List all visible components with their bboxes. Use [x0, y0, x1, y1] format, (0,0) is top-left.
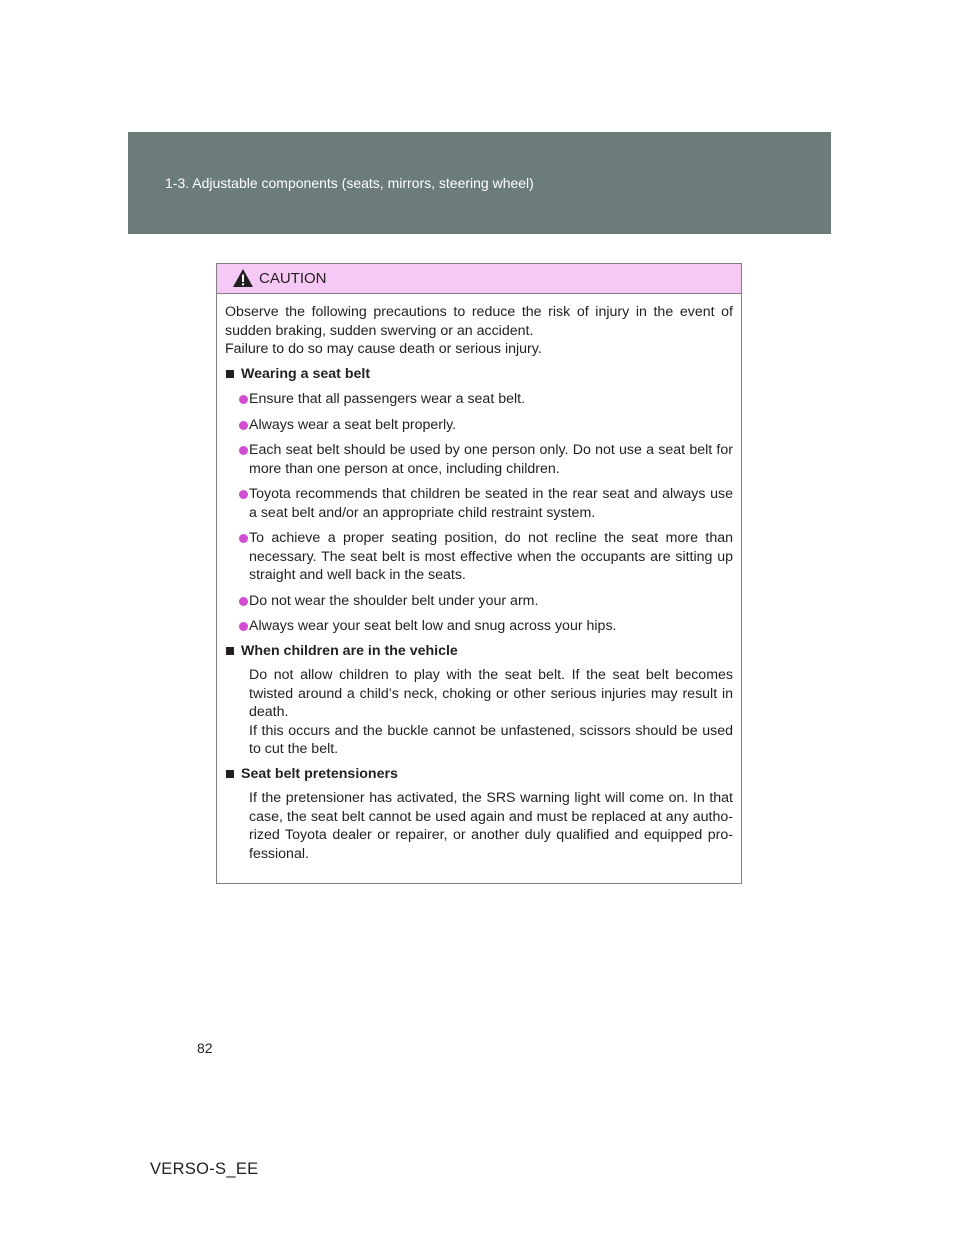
caution-box: [216, 263, 742, 884]
list-item: Toyota recommends that children be seated in the rear seat and always use a seat belt and/or an appropriate child restraint system.: [225, 485, 733, 522]
caution-header: [217, 264, 741, 294]
round-bullet-icon: [239, 622, 248, 631]
round-bullet-icon: [239, 446, 248, 455]
page-number: 82: [197, 1040, 213, 1056]
section-heading-children: When children are in the vehicle: [225, 642, 733, 661]
intro-text: Observe the following precautions to reduce the risk of injury in the event of sudden braking, sudden swerving or an accident.: [225, 304, 733, 339]
list-item: Each seat belt should be used by one person only. Do not use a seat belt for more than one person at once, including children.: [225, 441, 733, 478]
round-bullet-icon: [239, 395, 248, 404]
caution-label: CAUTION: [259, 270, 327, 287]
list-item: Always wear your seat belt low and snug across your hips.: [225, 617, 733, 636]
document-code: VERSO-S_EE: [150, 1160, 259, 1178]
list-item: Do not wear the shoulder belt under your arm.: [225, 592, 733, 611]
list-item: Ensure that all passengers wear a seat belt.: [225, 390, 733, 409]
section-heading-pretensioners: Seat belt pretensioners: [225, 765, 733, 784]
section-paragraph: If the pretensioner has activated, the SRS warning light will come on. In that case, the seat belt cannot be used again and must be replaced at any autho-rized Toyota dealer or repairer, or another duly qualified and equipped pro-fessional.: [249, 790, 733, 862]
caution-body: [225, 303, 733, 863]
section-title: 1-3. Adjustable components (seats, mirrors, steering wheel): [165, 175, 534, 191]
round-bullet-icon: [239, 490, 248, 499]
round-bullet-icon: [239, 597, 248, 606]
list-item: Always wear a seat belt properly.: [225, 416, 733, 435]
square-bullet-icon: [226, 647, 234, 655]
square-bullet-icon: [226, 770, 234, 778]
list-item: To achieve a proper seating position, do not recline the seat more than necessary. The seat belt is most effective when the occupants are sitting up straight and well back in the seats.: [225, 529, 733, 585]
round-bullet-icon: [239, 534, 248, 543]
intro-warning: Failure to do so may cause death or serious injury.: [225, 341, 542, 357]
square-bullet-icon: [226, 370, 234, 378]
round-bullet-icon: [239, 421, 248, 430]
section-heading-wearing: Wearing a seat belt: [225, 365, 733, 384]
section-paragraph: Do not allow children to play with the seat belt. If the seat belt becomes twisted around a child’s neck, choking or other serious injuries may result in death. If this occurs and the buckle cannot be unfastened, scissors should be used to cut the belt.: [249, 667, 733, 757]
warning-triangle-icon: [232, 268, 254, 288]
